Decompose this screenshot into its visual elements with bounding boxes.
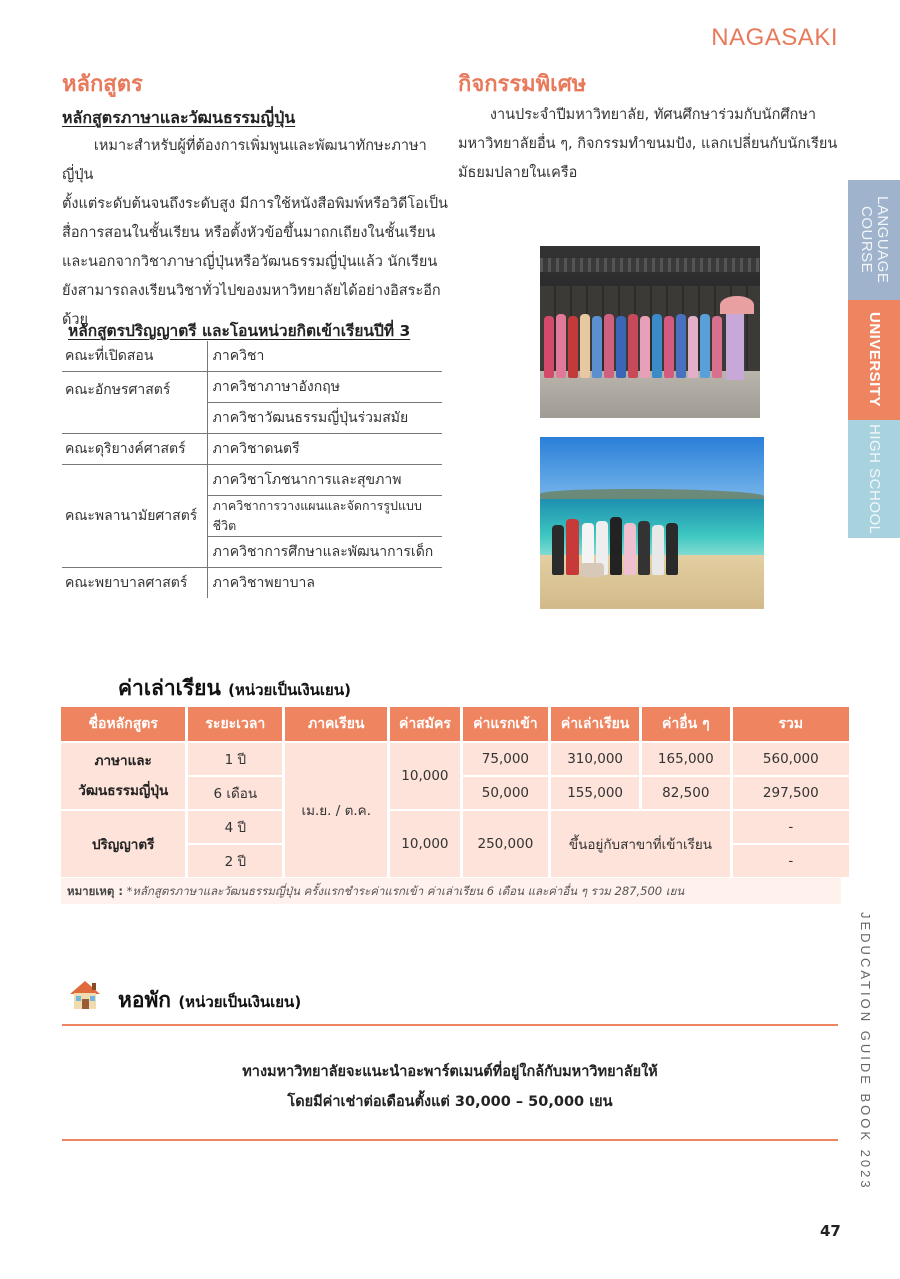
table-row xyxy=(61,811,849,843)
other-cell: 165,000 xyxy=(642,743,730,775)
activities-title: กิจกรรมพิเศษ xyxy=(458,72,587,97)
tuition-cell: 155,000 xyxy=(551,777,639,809)
fees-unit: (หน่วยเป็นเงินเยน) xyxy=(228,681,351,699)
dorm-description xyxy=(62,1057,838,1117)
department-name: ภาควิชาการวางแผนและจัดการรูปแบบชีวิต xyxy=(207,496,442,537)
entrance-cell: 75,000 xyxy=(463,743,549,775)
faculty-table xyxy=(62,341,442,598)
tuition-note-cell: ขึ้นอยู่กับสาขาที่เข้าเรียน xyxy=(551,811,729,877)
tab-language-course[interactable] xyxy=(848,180,900,300)
description-line: ด้วย xyxy=(62,312,89,328)
course-name-degree: ปริญญาตรี xyxy=(61,811,185,877)
region-title: NAGASAKI xyxy=(711,24,838,51)
description-line: ยังสามารถลงเรียนวิชาทั่วไปของมหาวิทยาลัยได้อย่างอิสระอีก xyxy=(62,283,441,299)
entrance-cell: 250,000 xyxy=(463,811,549,877)
table-row xyxy=(62,372,442,403)
semester-cell: เม.ย. / ต.ค. xyxy=(285,743,387,877)
department-name: ภาควิชาวัฒนธรรมญี่ปุ่นร่วมสมัย xyxy=(207,403,442,434)
tab-university-label: UNIVERSITY xyxy=(866,312,883,408)
department-name: ภาควิชาการศึกษาและพัฒนาการเด็ก xyxy=(207,537,442,568)
activities-line: มัธยมปลายในเครือ xyxy=(458,165,578,181)
table-row xyxy=(62,434,442,465)
faculty-name: คณะพยาบาลศาสตร์ xyxy=(62,568,207,599)
dorm-line: โดยมีค่าเช่าต่อเดือนตั้งแต่ 30,000 – 50,000 เยน xyxy=(287,1094,613,1110)
header-duration: ระยะเวลา xyxy=(188,707,282,741)
duration-cell: 6 เดือน xyxy=(188,777,282,809)
dorm-divider-top xyxy=(62,1024,838,1026)
header-course-name: ชื่อหลักสูตร xyxy=(61,707,185,741)
activities-line: งานประจำปีมหาวิทยาลัย, ทัศนศึกษาร่วมกับนักศึกษา xyxy=(489,107,817,123)
fee-table-header-row xyxy=(61,707,849,741)
photo-kimono-group xyxy=(540,246,760,418)
tab-university[interactable] xyxy=(848,300,900,420)
language-course-title: หลักสูตรภาษาและวัฒนธรรมญี่ปุ่น xyxy=(62,108,296,127)
department-name: ภาควิชาภาษาอังกฤษ xyxy=(207,372,442,403)
entrance-cell: 50,000 xyxy=(463,777,549,809)
fee-note-label: หมายเหตุ : xyxy=(67,884,123,898)
total-cell: 297,500 xyxy=(733,777,849,809)
language-course-description xyxy=(62,132,452,335)
duration-cell: 4 ปี xyxy=(188,811,282,843)
department-name: ภาควิชาโภชนาการและสุขภาพ xyxy=(207,465,442,496)
page-number: 47 xyxy=(820,1222,841,1240)
application-cell: 10,000 xyxy=(390,743,459,809)
fee-note-text: *หลักสูตรภาษาและวัฒนธรรมญี่ปุ่น ครั้งแรกชำระค่าแรกเข้า ค่าเล่าเรียน 6 เดือน และค่าอื่น ๆ รวม 287,500 เยน xyxy=(126,884,685,898)
dorm-line: ทางมหาวิทยาลัยจะแนะนำอะพาร์ตเมนต์ที่อยู่ใกล้กับมหาวิทยาลัยให้ xyxy=(242,1064,658,1080)
header-total: รวม xyxy=(733,707,849,741)
application-cell: 10,000 xyxy=(390,811,459,877)
course-name-line: ภาษาและ xyxy=(94,753,152,769)
department-name: ภาควิชาพยาบาล xyxy=(212,575,315,591)
dorm-title-text: หอพัก xyxy=(118,988,172,1012)
other-cell: 82,500 xyxy=(642,777,730,809)
duration-cell: 1 ปี xyxy=(188,743,282,775)
description-line: ตั้งแต่ระดับต้นจนถึงระดับสูง มีการใช้หนังสือพิมพ์หรือวิดีโอเป็น xyxy=(62,196,448,212)
total-cell: 560,000 xyxy=(733,743,849,775)
description-line: และนอกจากวิชาภาษาญี่ปุ่นหรือวัฒนธรรมญี่ปุ่นแล้ว นักเรียน xyxy=(62,254,438,270)
faculty-name: คณะดุริยางค์ศาสตร์ xyxy=(62,434,207,465)
tab-high-school[interactable] xyxy=(848,420,900,538)
table-row xyxy=(62,341,442,372)
faculty-name: คณะพลานามัยศาสตร์ xyxy=(62,465,207,568)
dorm-unit: (หน่วยเป็นเงินเยน) xyxy=(178,993,302,1011)
department-header: ภาควิชา xyxy=(207,341,442,372)
department-name: ภาควิชาดนตรี xyxy=(207,434,442,465)
table-row xyxy=(61,743,849,775)
tab-high-school-label: HIGH SCHOOL xyxy=(866,423,883,535)
tuition-cell: 310,000 xyxy=(551,743,639,775)
course-name-line: วัฒนธรรมญี่ปุ่น xyxy=(78,783,169,799)
fee-note xyxy=(61,878,841,904)
header-semester: ภาคเรียน xyxy=(285,707,387,741)
description-line: สื่อการสอนในชั้นเรียน หรือตั้งหัวข้อขึ้นมาถกเถียงในชั้นเรียน xyxy=(62,225,436,241)
photo-beach-group xyxy=(540,437,764,609)
course-name-language xyxy=(61,743,185,809)
header-entrance: ค่าแรกเข้า xyxy=(463,707,549,741)
fees-title-text: ค่าเล่าเรียน xyxy=(118,676,221,700)
house-icon xyxy=(68,978,102,1012)
activities-line: มหาวิทยาลัยอื่น ๆ, กิจกรรมทำขนมปัง, แลกเปลี่ยนกับนักเรียน xyxy=(458,136,838,152)
description-line: เหมาะสำหรับผู้ที่ต้องการเพิ่มพูนและพัฒนาทักษะภาษาญี่ปุ่น xyxy=(62,138,427,183)
header-other: ค่าอื่น ๆ xyxy=(642,707,730,741)
duration-cell: 2 ปี xyxy=(188,845,282,877)
faculty-header: คณะที่เปิดสอน xyxy=(62,341,207,372)
total-cell: - xyxy=(733,811,849,843)
activities-description xyxy=(458,101,848,188)
degree-course-title: หลักสูตรปริญญาตรี และโอนหน่วยกิตเข้าเรียนปีที่ 3 xyxy=(68,322,411,340)
dorm-title xyxy=(118,984,301,1017)
fee-table xyxy=(58,705,852,879)
courses-title: หลักสูตร xyxy=(62,72,143,97)
table-row xyxy=(62,568,442,599)
header-application: ค่าสมัคร xyxy=(390,707,459,741)
table-row xyxy=(62,465,442,496)
total-cell: - xyxy=(733,845,849,877)
faculty-name: คณะอักษรศาสตร์ xyxy=(62,372,207,434)
fees-title xyxy=(118,672,351,705)
dorm-divider-bottom xyxy=(62,1139,838,1141)
header-tuition: ค่าเล่าเรียน xyxy=(551,707,639,741)
tab-language-course-label: LANGUAGE COURSE xyxy=(858,196,891,284)
book-title-vertical: JEDUCATION GUIDE BOOK 2023 xyxy=(858,912,873,1191)
